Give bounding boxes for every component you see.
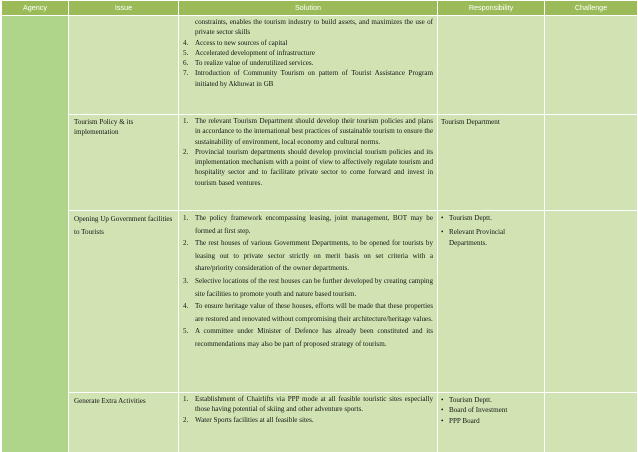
issue-cell: Tourism Policy & its implementation	[69, 115, 179, 211]
bullet-icon: •	[441, 214, 444, 222]
bullet-icon: •	[441, 416, 444, 425]
challenge-cell	[545, 211, 638, 393]
table-row	[2, 393, 638, 452]
header-solution: Solution	[179, 1, 438, 16]
solution-cell	[179, 115, 438, 211]
list-item: 7. Introduction of Community Tourism on pattern of Tourist Assistance Program initiated by Akhuwat in GB	[183, 69, 433, 88]
solution-cell	[179, 16, 438, 115]
challenge-cell	[545, 115, 638, 211]
header-issue: Issue	[69, 1, 179, 16]
challenge-cell	[545, 393, 638, 452]
list-item: 2. The rest houses of various Government Departments, to be opened for tourists by leasing out to private sector strictly on merit basis on set criteria with a share/priority consideration of the owner departments.	[183, 239, 433, 273]
bullet-icon: •	[441, 396, 444, 404]
header-responsibility: Responsibility	[438, 1, 545, 16]
list-item: 4. Access to new sources of capital	[183, 38, 288, 47]
policy-table-page	[1, 0, 637, 452]
list-item: 2. Water Sports facilities at all feasible sites.	[183, 415, 314, 424]
responsibility-list	[441, 395, 541, 426]
header-agency: Agency	[2, 1, 69, 16]
list-item: 1. Establishment of Chairlifts via PPP mode at all feasible touristic sites especially those having potential of skiing and other adventure sports.	[183, 395, 433, 414]
responsibility-list	[441, 213, 541, 248]
tourism-strategy-table	[1, 0, 637, 452]
list-item: 6. To realize value of underutilized services.	[183, 59, 314, 68]
header-challenge: Challenge	[545, 1, 638, 16]
list-item: • Tourism Deptt.	[441, 214, 492, 222]
solution-cell	[179, 211, 438, 393]
list-item: 1. The relevant Tourism Department should develop their tourism policies and plans in accordance to the international best practices of sustainable tourism to ensure the sustainability of environment, local economy and cultural norms.	[183, 117, 433, 146]
solution-list	[179, 212, 433, 351]
list-item: • PPP Board	[441, 416, 480, 425]
solution-list	[179, 116, 433, 188]
header-row	[2, 1, 638, 16]
responsibility-cell: Tourism Department	[438, 115, 545, 211]
agency-cell	[2, 16, 69, 452]
table-row	[2, 211, 638, 393]
solution-list	[179, 38, 433, 89]
responsibility-cell	[438, 211, 545, 393]
list-item: 3. Selective locations of the rest houses can be further developed by creating camping site facilities to promote youth and nature based tourism.	[183, 276, 433, 298]
list-item: 5. Accelerated development of infrastructure	[183, 48, 315, 57]
list-item: 1. The policy framework encompassing leasing, joint management, BOT may be formed at first step.	[183, 214, 433, 235]
solution-cell	[179, 393, 438, 452]
bullet-icon: •	[441, 406, 444, 415]
issue-cell	[69, 16, 179, 115]
bullet-icon: •	[441, 228, 444, 237]
table-row	[2, 115, 638, 211]
list-item: 5. A committee under Minister of Defence has already been constituted and its recommendations may also be part of proposed strategy of tourism.	[183, 327, 433, 348]
list-item: 2. Provincial tourism departments should develop provincial tourism policies and its implementation mechanism with a point of view to affectively regulate tourism and hospitality sector and to facilitate private sector to come forward and invest in tourism based ventures.	[183, 147, 433, 187]
issue-cell: Opening Up Government facilities to Tourists	[69, 211, 179, 393]
solution-list	[179, 394, 433, 425]
list-item: • Tourism Deptt.	[441, 396, 492, 404]
responsibility-cell	[438, 393, 545, 452]
challenge-cell	[545, 16, 638, 115]
list-item: • Board of Investment	[441, 406, 508, 415]
list-item: 4. To ensure heritage value of these houses, efforts will be made that these properties are restored and renovated without compromising their architecture/heritage values.	[183, 302, 433, 323]
issue-cell: Generate Extra Activities	[69, 393, 179, 452]
solution-continuation: constraints, enables the tourism industry to build assets, and maximizes the use of private sector skills	[195, 18, 433, 37]
list-item: • Relevant Provincial Departments.	[441, 228, 506, 247]
table-row	[2, 16, 638, 115]
responsibility-cell	[438, 16, 545, 115]
